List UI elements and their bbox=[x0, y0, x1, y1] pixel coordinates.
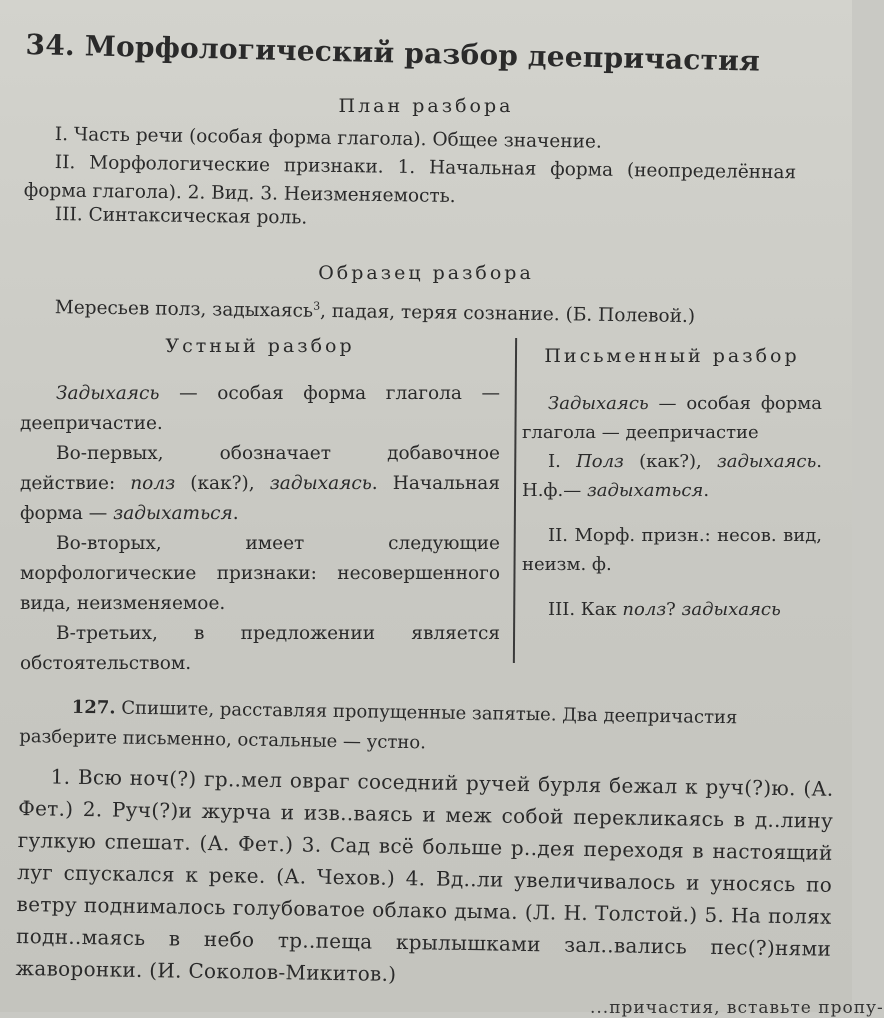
oral-p2-i3: задыхаться bbox=[113, 503, 233, 524]
oral-analysis-column bbox=[20, 335, 500, 679]
written-heading: Письменный разбор bbox=[544, 345, 800, 367]
sample-heading: Образец разбора bbox=[318, 262, 534, 284]
sample-sentence bbox=[55, 296, 696, 327]
oral-paragraph-2 bbox=[20, 439, 500, 529]
written-r2-a: I. bbox=[548, 451, 577, 472]
oral-p1-rest: — особая форма глагола — деепричастие. bbox=[20, 383, 500, 434]
oral-p2-d: . bbox=[232, 503, 239, 524]
cut-off-next-line: ...причастия, вставьте пропу- bbox=[590, 998, 884, 1018]
exercise-instruction-text: Спишите, расставляя пропущенные запятые. Два деепричастия разберите письменно, остальные — устно. bbox=[19, 697, 738, 754]
sample-sentence-part-a: Мересьев полз, задыхаясь bbox=[54, 297, 314, 322]
written-r2-i3: задыхаться bbox=[586, 480, 704, 501]
plan-heading: План разбора bbox=[338, 95, 514, 117]
oral-paragraph-3: Во-вторых, имеет следующие морфологические признаки: несовершенного вида, неизменяемое. bbox=[20, 533, 500, 614]
oral-p1-italic: Задыхаясь bbox=[56, 383, 160, 404]
oral-p2-i2: задыхаясь bbox=[269, 473, 372, 494]
footnote-marker: 3 bbox=[313, 299, 321, 313]
written-r1-italic: Задыхаясь bbox=[548, 393, 649, 414]
plan-line-3: форма глагола). 2. Вид. 3. Неизменяемость. bbox=[23, 180, 456, 208]
oral-heading: Устный разбор bbox=[165, 335, 355, 357]
exercise-text: 1. Всю ноч(?) гр..мел овраг соседний ручей бурля бежал к руч(?)ю. (А. Фет.) 2. Руч(?)и журча и изв..ваясь и меж собой перекликаясь в д..лину гулкую спешат. (А. Фет.) 3. Сад всё больше р..дея переходя в настоящий луг спускался к реке. (А. Чехов.) 4. Вд..ли увеличивалось и уносясь по ветру поднималось голубоватое облако дыма. (Л. Н. Толстой.) 5. На полях подн..маясь в небо тр..пеща крылышками зал..вались пес(?)нями жаворонки. (И. Соколов-Микитов.) bbox=[15, 764, 834, 986]
exercise-instruction bbox=[19, 692, 835, 765]
oral-p2-i1: полз bbox=[130, 473, 176, 494]
plan-line-4: III. Синтаксическая роль. bbox=[54, 204, 308, 229]
written-r4-i2: задыхаясь bbox=[681, 599, 781, 620]
written-line-2 bbox=[522, 447, 822, 505]
exercise-number: 127. bbox=[71, 696, 116, 719]
written-line-1 bbox=[522, 389, 822, 447]
written-r4-b: ? bbox=[666, 599, 682, 620]
oral-paragraph-1 bbox=[20, 379, 500, 439]
sample-sentence-part-b: , падая, теряя сознание. (Б. Полевой.) bbox=[319, 300, 696, 328]
plan-line-1: I. Часть речи (особая форма глагола). Общее значение. bbox=[54, 124, 602, 153]
page-title: 34. Морфологический разбор деепричастия bbox=[25, 28, 761, 78]
oral-paragraph-4: В-третьих, в предложении является обстоятельством. bbox=[20, 623, 500, 674]
written-analysis-column bbox=[522, 345, 822, 624]
written-r2-d: . bbox=[703, 480, 710, 501]
column-divider bbox=[513, 338, 517, 663]
written-r2-c: . Н.ф.— bbox=[522, 451, 823, 501]
written-r4-i1: полз bbox=[622, 599, 667, 620]
written-line-4 bbox=[522, 595, 822, 624]
written-r1-rest: — особая форма глагола — деепричастие bbox=[522, 393, 822, 443]
oral-p2-a: Во-первых, обозначает добавочное действие: bbox=[20, 443, 500, 494]
oral-p2-b: (как?), bbox=[175, 473, 270, 494]
exercise-127 bbox=[15, 692, 834, 997]
written-r2-i1: Полз bbox=[576, 451, 624, 472]
written-line-3: II. Морф. призн.: несов. вид, неизм. ф. bbox=[522, 525, 822, 575]
written-r2-b: (как?), bbox=[623, 451, 717, 472]
written-r2-i2: задыхаясь bbox=[716, 451, 817, 472]
plan-line-2: II. Морфологические признаки. 1. Начальная форма (неопределённая bbox=[54, 152, 797, 184]
written-r4-a: III. Как bbox=[548, 599, 623, 620]
oral-p2-c: . Начальная форма — bbox=[20, 473, 501, 524]
